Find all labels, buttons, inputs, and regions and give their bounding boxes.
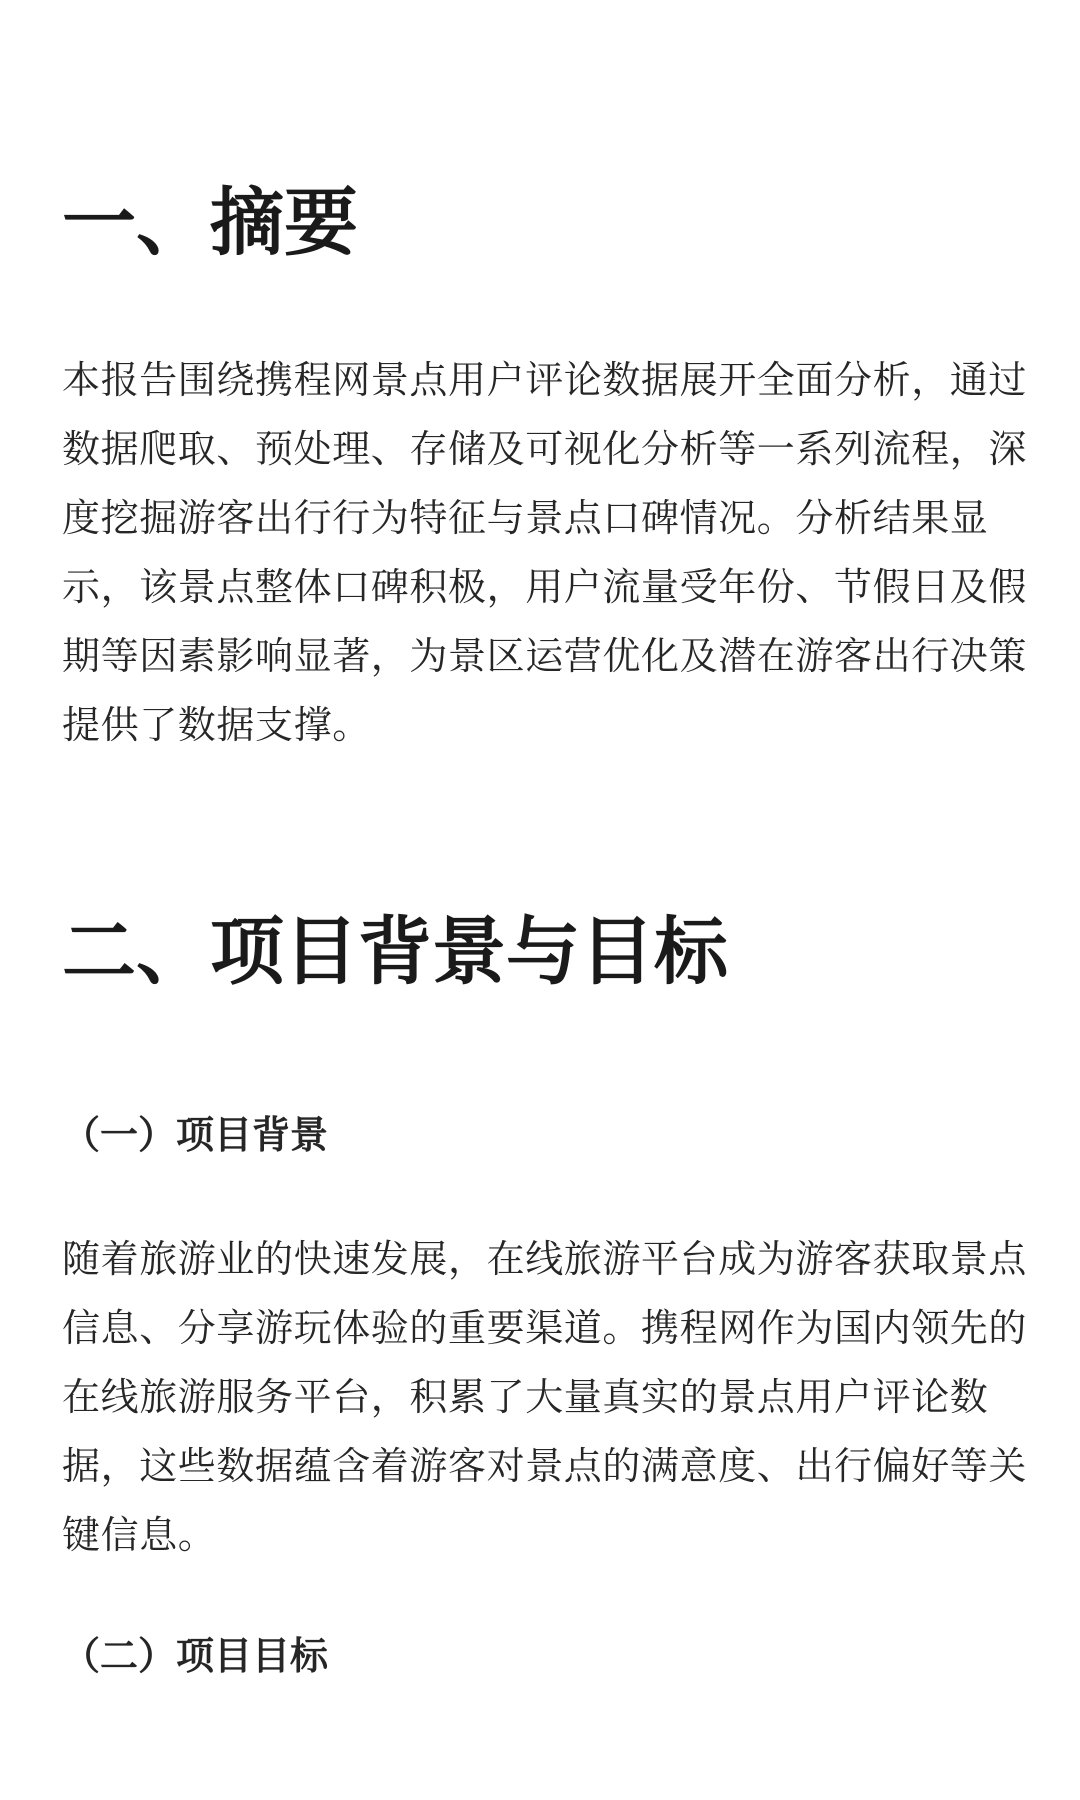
subheading-project-background: （一）项目背景 xyxy=(62,1113,329,1157)
section-heading-background-goals: 二、项目背景与目标 xyxy=(62,909,728,995)
subheading-project-goals: （二）项目目标 xyxy=(62,1634,329,1678)
project-background-paragraph: 随着旅游业的快速发展，在线旅游平台成为游客获取景点信息、分享游玩体验的重要渠道。携程网作为国内领先的在线旅游服务平台，积累了大量真实的景点用户评论数据，这些数据蕴含着游客对景点的满意度、出行偏好等关键信息。 xyxy=(62,1237,1028,1557)
abstract-paragraph: 本报告围绕携程网景点用户评论数据展开全面分析，通过数据爬取、预处理、存储及可视化分析等一系列流程，深度挖掘游客出行行为特征与景点口碑情况。分析结果显示，该景点整体口碑积极，用户流量受年份、节假日及假期等因素影响显著，为景区运营优化及潜在游客出行决策提供了数据支撑。 xyxy=(62,358,1028,747)
section-heading-abstract: 一、摘要 xyxy=(62,180,358,266)
